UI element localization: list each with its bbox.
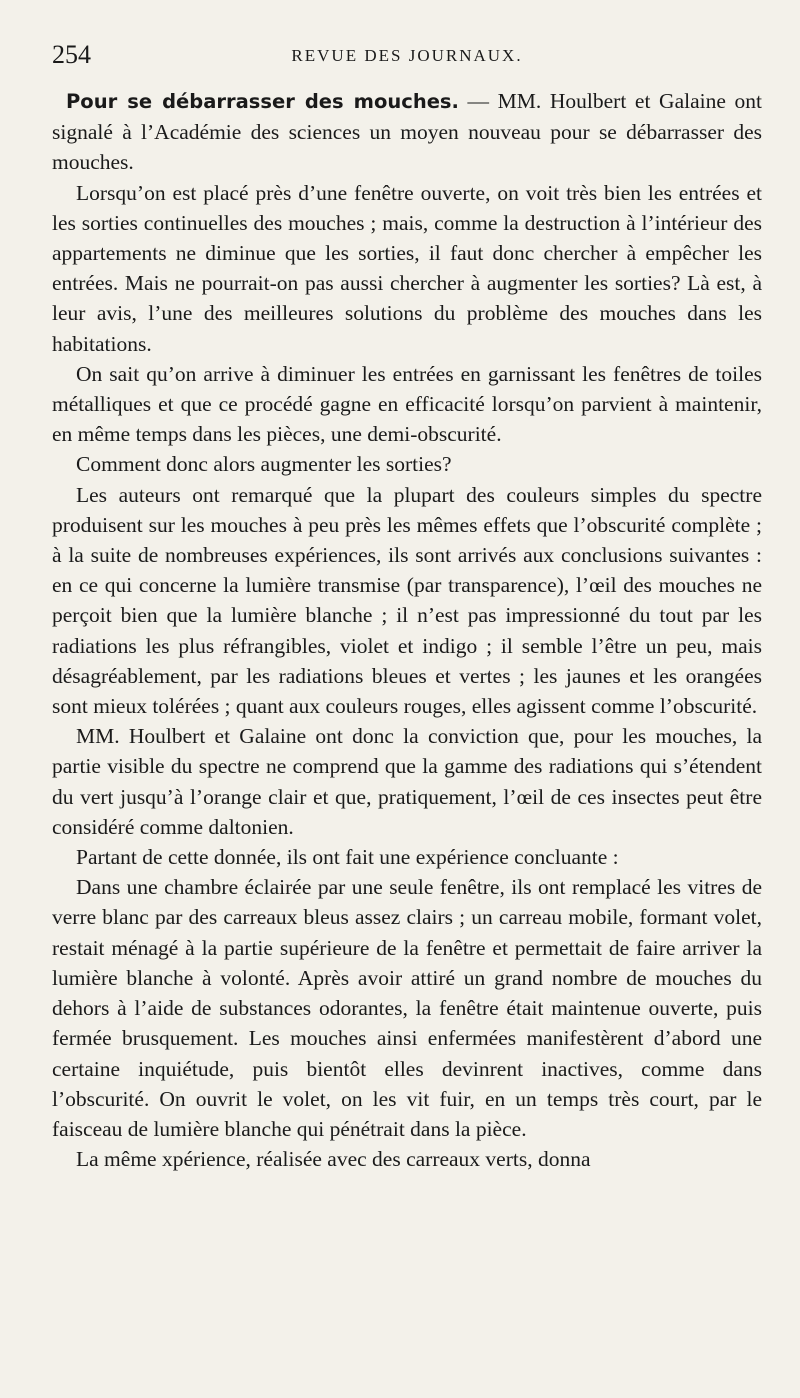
page-header <box>52 40 762 80</box>
article-body <box>52 86 762 1174</box>
paragraph: Lorsqu’on est placé près d’une fenêtre ouverte, on voit très bien les entrées et les sorties continuelles des mouches ; mais, comme la destruction à l’intérieur des appartements ne diminue que les sorties, il faut donc chercher à empêcher les entrées. Mais ne pourrait-on pas aussi chercher à augmenter les sorties? Là est, à leur avis, l’une des meilleures solutions du problème des mouches dans les habitations. <box>52 180 762 356</box>
paragraph: Partant de cette donnée, ils ont fait une expérience concluante : <box>76 845 619 870</box>
article-intro-paragraph <box>52 86 762 178</box>
paragraph: La même xpérience, réalisée avec des carreaux verts, donna <box>76 1147 591 1172</box>
article-title: Pour se débarrasser des mouches. <box>66 90 459 113</box>
title-separator: — <box>458 89 498 113</box>
paragraph: MM. Houlbert et Galaine ont donc la conviction que, pour les mouches, la partie visible du spectre ne comprend que la gamme des radiations qui s’étendent du vert jusqu’à l’orange clair et que, pratiquement, l’œil de ces insectes peut être considéré comme daltonien. <box>52 724 762 839</box>
paragraph: Dans une chambre éclairée par une seule fenêtre, ils ont remplacé les vitres de verre blanc par des carreaux bleus assez clairs ; un carreau mobile, formant volet, restait ménagé à la partie supérieure de la fenêtre et permettait de faire arriver la lumière blanche à volonté. Après avoir attiré un grand nombre de mouches du dehors à l’aide de substances odorantes, la fenêtre était maintenue ouverte, puis fermée brusquement. Les mouches ainsi enfermées manifestèrent d’abord une certaine inquiétude, puis bientôt elles devinrent inactives, comme dans l’obscurité. On ouvrit le volet, on les vit fuir, en un temps très court, par le faisceau de lumière blanche qui pénétrait dans la pièce. <box>52 875 762 1141</box>
paragraph: Comment donc alors augmenter les sorties? <box>76 452 452 477</box>
paragraph: On sait qu’on arrive à diminuer les entrées en garnissant les fenêtres de toiles métalliques et que ce procédé gagne en efficacité lorsqu’on parvient à maintenir, en même temps dans les pièces, une demi-obscurité. <box>52 361 762 447</box>
article-intro: MM. Houlbert et Galaine ont signalé à l’Académie des sciences un moyen nouveau pour se débarrasser des mouches. <box>52 89 762 175</box>
paragraph: Les auteurs ont remarqué que la plupart des couleurs simples du spectre produisent sur les mouches à peu près les mêmes effets que l’obscurité complète ; à la suite de nombreuses expériences, ils sont arrivés aux conclusions suivantes : en ce qui concerne la lumière transmise (par transparence), l’œil des mouches ne perçoit bien que la lumière blanche ; il n’est pas impressionné du tout par les radiations les plus réfrangibles, violet et indigo ; il semble l’être un peu, mais désagréablement, par les radiations bleues et vertes ; les jaunes et les orangées sont mieux tolérées ; quant aux couleurs rouges, elles agissent comme l’obscurité. <box>52 482 762 719</box>
running-head: REVUE DES JOURNAUX. <box>291 46 523 65</box>
page-number: 254 <box>52 40 91 69</box>
